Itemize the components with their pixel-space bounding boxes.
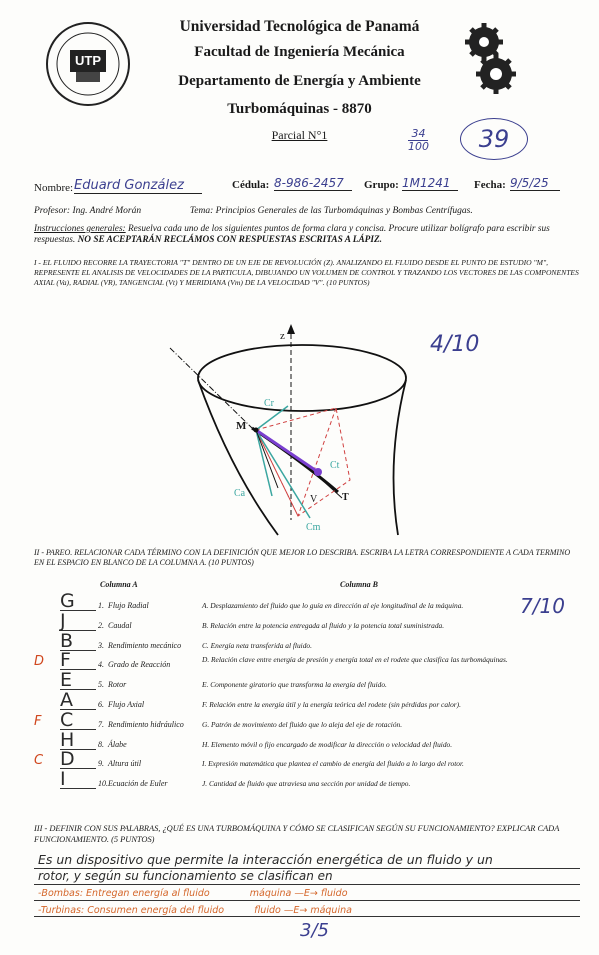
question3-score: 3/5 (300, 920, 329, 941)
term-number: 7. (98, 719, 104, 729)
label-ca: Ca (234, 488, 246, 499)
grade-numerator: 34 (411, 127, 426, 140)
matching-row (0, 649, 599, 675)
term-label: Grado de Reacción (108, 660, 171, 670)
matching-row (0, 768, 599, 794)
grade-circled-value: 39 (478, 125, 510, 153)
answer-blank[interactable] (60, 729, 96, 730)
definition-text: A. Desplazamiento del fluido que lo guía en dirección al eje longitudinal de la máquina. (202, 601, 464, 610)
definition-text: C. Energía neta transferida al fluido. (202, 640, 312, 650)
answer-letter: H (60, 728, 75, 751)
question1-score: 4/10 (430, 332, 480, 357)
answer-letter: E (60, 669, 73, 692)
note-bombas-text: Entregan energía al fluido (86, 888, 210, 899)
answer-letter: C (60, 708, 74, 731)
exam-title: Parcial N°1 (271, 128, 328, 142)
topic-label: Tema: (189, 206, 214, 216)
term-number: 10. (98, 779, 108, 789)
label-t: T (342, 492, 349, 503)
note-turbinas-flow: fluido —E→ máquina (254, 905, 352, 916)
term-label: Ecuación de Euler (108, 779, 168, 789)
velocity-diagram (160, 320, 420, 545)
instructions-label: Instrucciones generales: (34, 224, 126, 234)
grade-denominator: 100 (408, 140, 429, 153)
answer-blank[interactable] (60, 610, 96, 611)
id-value: 8-986-2457 (274, 176, 352, 191)
answer-blank[interactable] (60, 749, 96, 750)
university-name: Universidad Tecnológica de Panamá (179, 18, 420, 35)
label-cr: Cr (264, 398, 274, 409)
definition-text: G. Patrón de movimiento del fluido que lo aleja del eje de rotación. (202, 719, 403, 729)
label-z: z (280, 330, 285, 342)
label-cm: Cm (306, 522, 321, 533)
term-number: 1. (98, 601, 104, 610)
date-value: 9/5/25 (510, 176, 560, 191)
note-bombas-label: -Bombas: (38, 888, 84, 899)
question1-text: I - EL FLUIDO RECORRE LA TRAYECTORIA "T" DENTRO DE UN EJE DE REVOLUCIÓN (Z). ANALIZANDO EL FLUIDO DESDE EL PUNTO DE ESTUDIO "M", REPRESENTE EL ANALISIS DE VELOCIDADES DE LA PARTICULA, DIBUJANDO UN VOLUMEN DE CONTROL Y TRAZANDO LOS VECTORES DE LAS COMPONENTES AXIAL (Va), RADIAL (VR), TANGENCIAL (Vt) Y MERIDIANA (Vm) DE LA VELOCIDAD "V". (10 PUNTOS) (34, 258, 579, 287)
term-label: Álabe (108, 739, 127, 749)
instructions (34, 224, 579, 246)
name-value: Eduard González (74, 178, 202, 194)
grade-fraction (408, 128, 429, 153)
id-label: Cédula: (232, 179, 270, 191)
question2-text: II - PAREO. RELACIONAR CADA TÉRMINO CON LA DEFINICIÓN QUE MEJOR LO DESCRIBA. ESCRIBA LA LETRA CORRESPONDIENTE A CADA TERMINO EN EL ESPACIO EN BLANCO DE LA COLUMNA A. (10 PUNTOS) (34, 548, 571, 567)
matching-row (0, 689, 599, 715)
term-number: 5. (98, 680, 104, 690)
matching-row (0, 609, 599, 636)
answer-letter: B (60, 629, 74, 652)
question3-text: III - DEFINIR CON SUS PALABRAS, ¿QUÉ ES UNA TURBOMÁQUINA Y CÓMO SE CLASIFICAN SEGÚN SU FUNCIONAMIENTO? EXPLICAR CADA FUNCIONAMIENTO. (5 PUNTOS) (34, 824, 560, 844)
answer-blank[interactable] (60, 630, 96, 631)
correction-letter: C (34, 753, 44, 769)
instructions-emphasis: NO SE ACEPTARÁN RECLÁMOS CON RESPUESTAS ESCRITAS A LÁPIZ. (77, 235, 382, 245)
q3-note-bombas (38, 888, 348, 899)
matching-row (0, 669, 599, 695)
seal-logo-text: UTP (75, 53, 101, 68)
topic-value: Principios Generales de las Turbomáquinas y Bombas Centrífugas. (215, 206, 473, 216)
date-label: Fecha: (474, 179, 506, 191)
answer-letter: A (60, 689, 73, 711)
term-label: Caudal (108, 620, 132, 630)
definition-text: J. Cantidad de fluido que atraviesa una sección por unidad de tiempo. (202, 779, 411, 789)
course-name: Turbomáquinas - 8870 (227, 101, 372, 117)
definition-text: E. Componente giratorio que transforma la energía del fluido. (202, 680, 387, 690)
instructions-text: Resuelva cada uno de los siguientes puntos de forma clara y concisa. Procure utilizar bolígrafo para escribir sus respuestas. (34, 224, 550, 245)
name-label: Nombre: (34, 182, 74, 194)
grade-circled (460, 118, 528, 160)
answer-blank[interactable] (60, 650, 96, 651)
label-v: V (310, 494, 318, 505)
group-label: Grupo: (364, 179, 399, 191)
term-label: Flujo Axial (108, 700, 145, 709)
term-label: Rotor (108, 680, 127, 690)
term-number: 2. (98, 620, 104, 630)
answer-blank[interactable] (60, 669, 96, 670)
q3-note-turbinas (38, 905, 352, 916)
term-label: Flujo Radial (108, 601, 149, 610)
department-name: Departamento de Energía y Ambiente (178, 73, 421, 89)
correction-letter: D (34, 654, 45, 670)
professor-name: Ing. André Morán (72, 206, 142, 216)
col-a-header: Columna A (100, 580, 138, 589)
answer-letter: I (60, 768, 66, 791)
definition-text: D. Relación clave entre energía de presión y energía total en el rodete que clasifica las turbomáquinas. (202, 655, 508, 665)
term-number: 3. (98, 640, 104, 650)
professor-label: Profesor: (34, 206, 71, 216)
definition-text: B. Relación entre la potencia entregada al fluido y la potencia total suministrada. (202, 620, 445, 630)
term-label: Rendimiento hidráulico (108, 719, 184, 729)
term-label: Altura útil (108, 759, 142, 769)
term-label: Rendimiento mecánico (108, 640, 182, 650)
answer-line-2 (34, 884, 580, 885)
question2-score: 7/10 (520, 594, 565, 618)
answer-blank[interactable] (60, 768, 96, 769)
q3-answer-line1: Es un dispositivo que permite la interacción energética de un fluido y un (38, 852, 493, 867)
definition-text: H. Elemento móvil o fijo encargado de modificar la dirección o velocidad del fluido. (202, 739, 453, 749)
matching-row (0, 728, 599, 755)
note-bombas-flow: máquina —E→ fluido (249, 888, 348, 899)
definition-text: F. Relación entre la energía útil y la energía teórica del rodete (sin pérdidas por calor). (202, 700, 461, 709)
col-b-header: Columna B (340, 580, 379, 589)
matching-row (0, 590, 599, 616)
definition-text: I. Expresión matemática que plantea el cambio de energía del fluido a lo largo del rotor. (202, 759, 464, 769)
answer-letter: J (60, 609, 66, 632)
group-value: 1M1241 (402, 176, 458, 191)
term-number: 9. (98, 759, 104, 769)
professor-row (34, 206, 574, 216)
answer-letter: D (60, 748, 75, 771)
answer-letter: F (60, 649, 71, 672)
label-ct: Ct (330, 460, 340, 471)
matching-row (0, 629, 599, 656)
answer-line-4 (34, 916, 580, 917)
note-turbinas-text: Consumen energía del fluido (87, 905, 225, 916)
faculty-name: Facultad de Ingeniería Mecánica (194, 44, 405, 60)
correction-letter: F (34, 713, 42, 729)
answer-line-3 (34, 900, 580, 901)
term-number: 8. (98, 739, 104, 749)
note-turbinas-label: -Turbinas: (38, 905, 85, 916)
answer-blank[interactable] (60, 709, 96, 710)
student-info-row (34, 178, 564, 198)
answer-letter: G (60, 590, 75, 612)
answer-blank[interactable] (60, 788, 96, 789)
matching-row (0, 708, 599, 735)
term-number: 6. (98, 700, 104, 709)
answer-blank[interactable] (60, 689, 96, 690)
q3-answer-line2: rotor, y según su funcionamiento se clasifican en (38, 869, 333, 883)
matching-row (0, 748, 599, 774)
label-m: M (236, 420, 247, 432)
term-number: 4. (98, 660, 104, 670)
